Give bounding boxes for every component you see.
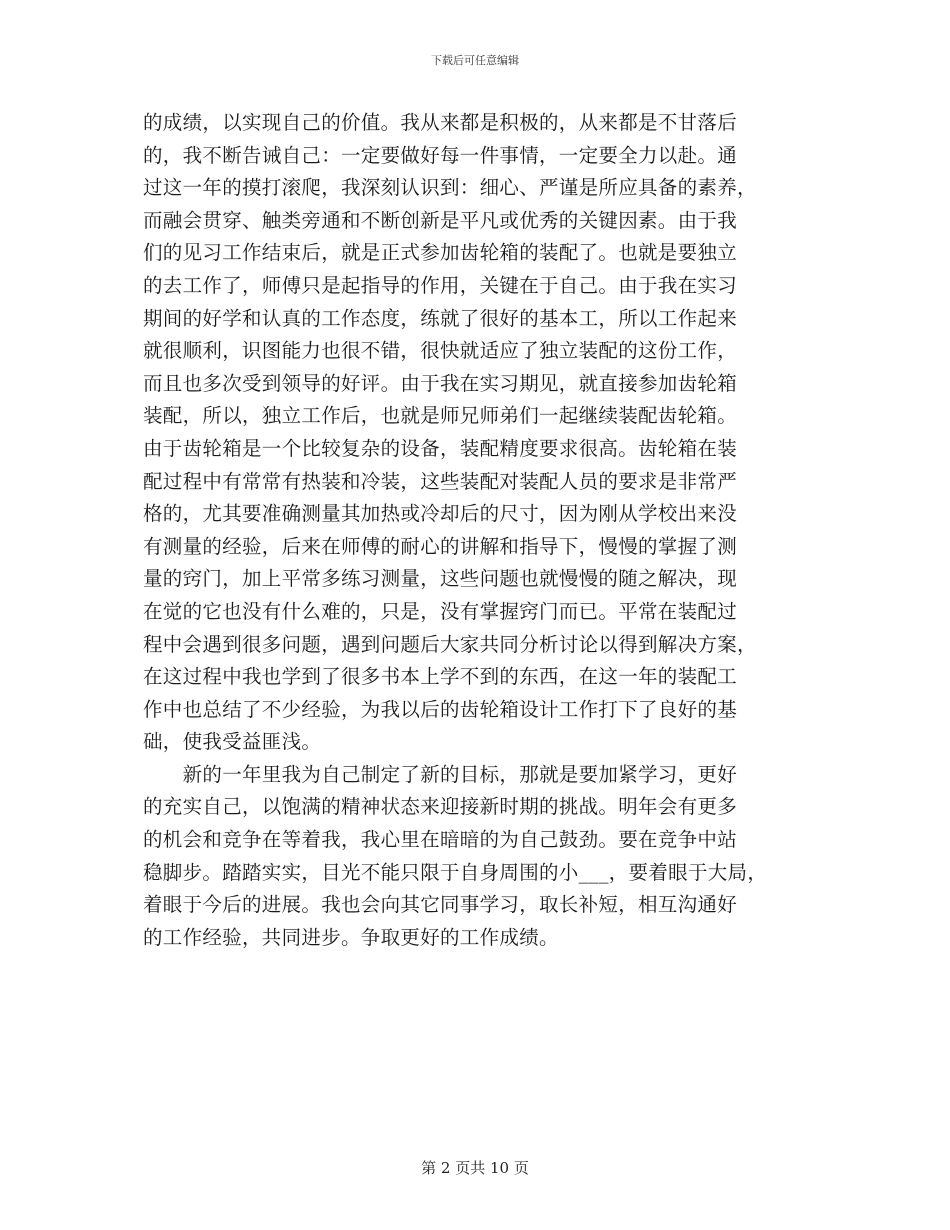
page-footer: 第 2 页共 10 页 bbox=[421, 1159, 529, 1177]
text-line: 的去工作了，师傅只是起指导的作用，关键在于自己。由于我在实习 bbox=[143, 273, 738, 297]
text-line: 作中也总结了不少经验，为我以后的齿轮箱设计工作打下了良好的基 bbox=[143, 697, 738, 721]
text-line: 着眼于今后的进展。我也会向其它同事学习，取长补短，相互沟通好 bbox=[143, 893, 738, 917]
text-line: 的成绩，以实现自己的价值。我从来都是积极的，从来都是不甘落后 bbox=[143, 111, 738, 134]
text-line: 的机会和竞争在等着我，我心里在暗暗的为自己鼓劲。要在竞争中站 bbox=[143, 828, 738, 852]
text-line: 在觉的它也没有什么难的，只是，没有掌握窍门而已。平常在装配过 bbox=[143, 599, 738, 623]
text-line: 新的一年里我为自己制定了新的目标，那就是要加紧学习，更好 bbox=[143, 762, 738, 786]
text-line: 础，使我受益匪浅。 bbox=[143, 730, 322, 754]
text-line: 而且也多次受到领导的好评。由于我在实习期见，就直接参加齿轮箱 bbox=[143, 371, 738, 395]
text-line: 装配，所以，独立工作后，也就是师兄师弟们一起继续装配齿轮箱。 bbox=[143, 404, 738, 428]
text-line: 程中会遇到很多问题，遇到问题后大家共同分析讨论以得到解决方案， bbox=[143, 632, 757, 656]
text-line: 就很顺利，识图能力也很不错，很快就适应了独立装配的这份工作， bbox=[143, 339, 738, 363]
text-line: 过这一年的摸打滚爬，我深刻认识到：细心、严谨是所应具备的素养， bbox=[143, 176, 757, 200]
text-line: 有测量的经验，后来在师傅的耐心的讲解和指导下，慢慢的掌握了测 bbox=[143, 534, 738, 558]
text-line: 量的窍门，加上平常多练习测量，这些问题也就慢慢的随之解决，现 bbox=[143, 567, 738, 591]
page-header: 下载后可任意编辑 bbox=[431, 54, 519, 67]
text-line: 稳脚步。踏踏实实，目光不能只限于自身周围的小___，要着眼于大局， bbox=[143, 860, 768, 884]
text-line: 的，我不断告诫自己：一定要做好每一件事情，一定要全力以赴。通 bbox=[143, 143, 738, 167]
text-line: 由于齿轮箱是一个比较复杂的设备，装配精度要求很高。齿轮箱在装 bbox=[143, 436, 738, 460]
text-line: 格的，尤其要准确测量其加热或冷却后的尺寸，因为刚从学校出来没 bbox=[143, 502, 738, 526]
text-line: 在这过程中我也学到了很多书本上学不到的东西，在这一年的装配工 bbox=[143, 665, 738, 689]
text-line: 期间的好学和认真的工作态度，练就了很好的基本工，所以工作起来 bbox=[143, 306, 738, 330]
text-line: 而融会贯穿、触类旁通和不断创新是平凡或优秀的关键因素。由于我 bbox=[143, 208, 738, 232]
text-line: 的工作经验，共同进步。争取更好的工作成绩。 bbox=[143, 925, 559, 949]
text-line: 配过程中有常常有热装和冷装，这些装配对装配人员的要求是非常严 bbox=[143, 469, 738, 493]
text-line: 的充实自己，以饱满的精神状态来迎接新时期的挑战。明年会有更多 bbox=[143, 795, 738, 819]
document-body bbox=[143, 107, 813, 954]
text-line: 们的见习工作结束后，就是正式参加齿轮箱的装配了。也就是要独立 bbox=[143, 241, 738, 265]
